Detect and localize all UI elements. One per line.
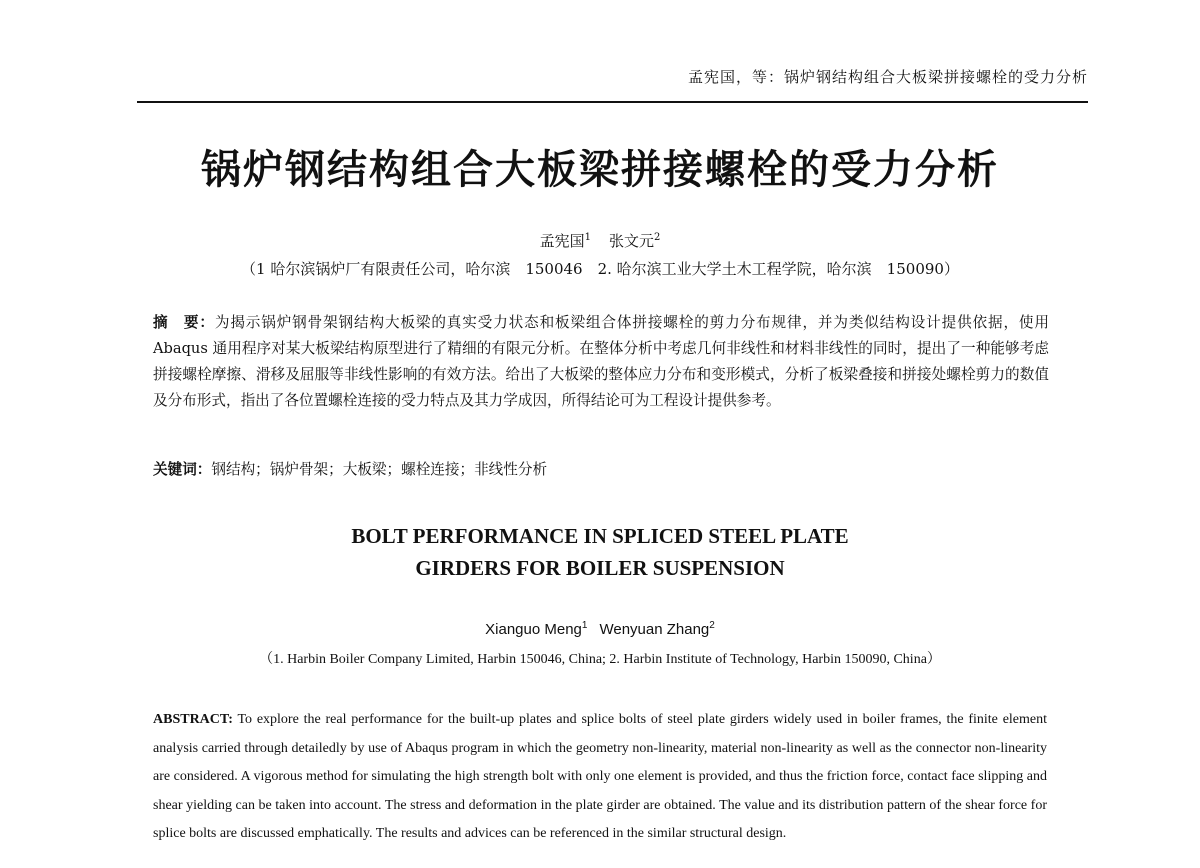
english-affiliation: （1. Harbin Boiler Company Limited, Harbin 150046, China; 2. Harbin Institute of Technology, Harbin 150090, China） [259, 652, 941, 667]
english-title-line: BOLT PERFORMANCE IN SPLICED STEEL PLATE [351, 524, 849, 548]
chinese-keywords [153, 458, 547, 479]
chinese-abstract-text: 为揭示锅炉钢骨架钢结构大板梁的真实受力状态和板梁组合体拼接螺栓的剪力分布规律，并为类似结构设计提供依据，使用 Abaqus 通用程序对某大板梁结构原型进行了精细的有限元分析。在整体分析中考虑几何非线性和材料非线性的同时，提出了一种能够考虑拼接螺栓摩擦、滑移及屈服等非线性影响的有效方法。给出了大板梁的整体应力分布和变形模式，分析了板梁叠接和拼接处螺栓剪力的数值及分布形式，指出了各位置螺栓连接的受力特点及其力学成因，所得结论可为工程设计提供参考。 [153, 314, 1049, 409]
chinese-abstract-label: 摘 要： [153, 314, 215, 331]
running-head: 孟宪国，等：锅炉钢结构组合大板梁拼接螺栓的受力分析 [687, 68, 1088, 86]
english-title [0, 520, 1200, 584]
english-authors [0, 620, 1200, 638]
author-name: 张文元 [609, 232, 655, 250]
chinese-title: 锅炉钢结构组合大板梁拼接螺栓的受力分析 [201, 147, 999, 193]
chinese-affiliation: （1 哈尔滨锅炉厂有限责任公司，哈尔滨 150046 2. 哈尔滨工业大学土木工程学院，哈尔滨 150090） [241, 260, 959, 278]
author-name: Xianguo Meng [485, 621, 582, 638]
chinese-keywords-text: 钢结构；锅炉骨架；大板梁；螺栓连接；非线性分析 [211, 461, 548, 478]
english-title-line: GIRDERS FOR BOILER SUSPENSION [415, 556, 785, 580]
chinese-keywords-label: 关键词： [153, 461, 212, 478]
author-affiliation-mark: 1 [581, 620, 588, 631]
author-affiliation-mark: 2 [709, 620, 715, 631]
english-abstract-label: ABSTRACT: [153, 712, 233, 727]
chinese-abstract [153, 310, 1049, 414]
english-abstract [153, 706, 1047, 849]
chinese-authors [0, 230, 1200, 251]
author-name: Wenyuan Zhang [599, 621, 710, 638]
english-abstract-text: To explore the real performance for the built-up plates and splice bolts of steel plate girders widely used in boiler frames, the finite element analysis carried through detailedly by use of Abaqus program in which the geometry non-linearity, material non-linearity as well as the connector non-linearity are considered. A vigorous method for simulating the high strength bolt with only one element is provided, and thus the friction force, contact face slipping and shear yielding can be taken into account. The stress and deformation in the plate girder are obtained. The value and its distribution pattern of the shear force for splice bolts are discussed emphatically. The results and advices can be referenced in the similar structural design. [153, 712, 1048, 841]
author-affiliation-mark: 2 [654, 232, 661, 243]
author-affiliation-mark: 1 [584, 232, 591, 243]
header-rule [137, 101, 1088, 103]
author-name: 孟宪国 [539, 232, 585, 250]
